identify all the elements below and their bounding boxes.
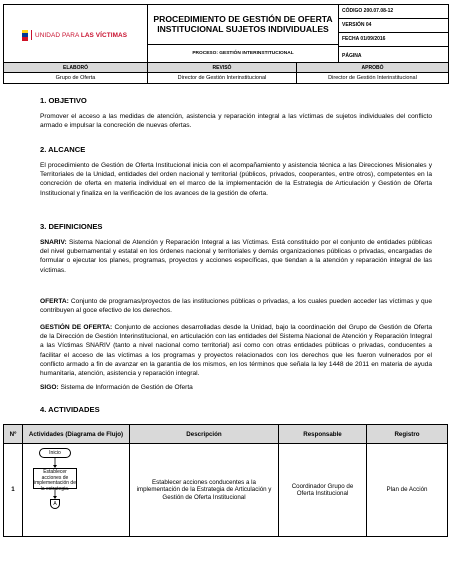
- colombia-flag-icon: [22, 30, 28, 41]
- reviso-value: Director de Gestión Interinstitucional: [147, 72, 297, 84]
- logo-divider: [31, 30, 32, 40]
- elaboro-value: Grupo de Oferta: [3, 72, 148, 84]
- flow-offpage-connector: A: [50, 499, 60, 509]
- row-responsible: Coordinador Grupo de Oferta Institucional: [278, 443, 367, 537]
- reviso-header: REVISÓ: [147, 62, 297, 73]
- title-cell: [147, 4, 339, 45]
- alcance-text: El procedimiento de Gestión de Oferta Institucional inicia con el acompañamiento y asistencia técnica a las Direcciones Misionales y Territoriales de la Unidad, entidades del orden nacional y territorial (públicos, privados, cooperantes, entre otros), competentes en la concreción de oferta en materia individual en el marco de la implementación de la Estrategia de Articulación y Gestión de Oferta Institucional y finaliza en la verificación de los avances de la gestión de oferta.: [40, 162, 432, 197]
- flow-connectors: [23, 444, 131, 538]
- process-cell: [147, 44, 339, 63]
- definition-sigo: SIGO: Sistema de Información de Gestión de Oferta: [40, 384, 193, 391]
- definition-oferta: OFERTA: Conjunto de programas/proyectos de las instituciones públicas o privadas, a los cuales pueden acceder las víctimas y que contribuyen al goce efectivo de los derechos.: [40, 298, 432, 315]
- aprobo-header: APROBÓ: [296, 62, 449, 73]
- logo-text: UNIDAD PARA LAS VÍCTIMAS: [35, 31, 128, 39]
- section-definiciones-heading: 3. DEFINICIONES: [40, 222, 103, 231]
- document-version: VERSIÓN 04: [338, 18, 449, 33]
- objetivo-text: Promover el acceso a las medidas de atención, asistencia y reparación integral a las víctimas de sujetos individuales del conflicto armado e impulsar la concreción de nuevas ofertas.: [40, 113, 432, 130]
- sigo-term: SIGO:: [40, 384, 61, 391]
- col-header-description: Descripción: [129, 424, 279, 444]
- definition-snariv: SNARIV: Sistema Nacional de Atención y Reparación Integral a las Víctimas. Está constituido por el conjunto de entidades públicas del nivel gubernamental y estatal en los órdenes nacional y territoriales y demás organizaciones públicas o privadas, encargadas de formular o ejecutar los planes, programas, proyectos y acciones específicas, que tiendan a la atención y reparación integral de las víctimas.: [40, 239, 432, 274]
- row-record: Plan de Acción: [366, 443, 448, 537]
- document-header: [3, 4, 449, 86]
- section-alcance-heading: 2. ALCANCE: [40, 145, 86, 154]
- process-name: PROCESO: GESTIÓN INTERINSTITUCIONAL: [192, 51, 294, 56]
- row-number: 1: [3, 443, 23, 537]
- row-description: Establecer acciones conducentes a la implementación de la Estrategia de Articulación y Gestión de Oferta Institucional: [129, 443, 279, 537]
- flow-start-node: Inicio: [39, 448, 71, 458]
- logo-cell: [3, 4, 148, 63]
- elaboro-header: ELABORÓ: [3, 62, 148, 73]
- document-page: PÁGINA: [338, 46, 449, 63]
- oferta-term: OFERTA:: [40, 298, 71, 305]
- section-actividades-heading: 4. ACTIVIDADES: [40, 405, 100, 414]
- definition-gestion-oferta: GESTIÓN DE OFERTA: Conjunto de acciones desarrolladas desde la Unidad, bajo la coordinación del Grupo de Gestión de Oferta de la Dirección de Gestión Interinstitucional, en articulación con las entidades del Sistema Nacional de Atención y Reparación Integral a las Víctimas SNARIV (tanto a nivel nacional como territorial) así como con otras entidades públicas o privadas, conducentes a facilitar el acceso de las víctimas a los programas y proyectos relacionados con los derechos que les fueron vulnerados por el conflicto armado a fin de avanzar en la garantía de los mismos, en los términos que señala la ley 1448 de 2011 en materia de ayuda humanitaria, atención, asistencia y reparación integral.: [40, 324, 432, 378]
- gestion-oferta-term: GESTIÓN DE OFERTA:: [40, 324, 115, 331]
- flow-diagram-cell: [22, 443, 130, 537]
- col-header-number: Nº: [3, 424, 23, 444]
- flow-process-node: Establecer acciones de implementación de la estrategia.: [34, 469, 76, 492]
- col-header-record: Registro: [366, 424, 448, 444]
- activities-table: [3, 424, 448, 560]
- section-objetivo-heading: 1. OBJETIVO: [40, 96, 87, 105]
- flow-diagram: [23, 444, 131, 538]
- snariv-term: SNARIV:: [40, 239, 69, 246]
- document-code: CÓDIGO 200.07.08-12: [338, 4, 449, 19]
- col-header-flow: Actividades (Diagrama de Flujo): [22, 424, 130, 444]
- document-title: PROCEDIMIENTO DE GESTIÓN DE OFERTA INSTITUCIONAL SUJETOS INDIVIDUALES: [153, 14, 333, 34]
- unidad-victimas-logo: [22, 29, 127, 41]
- document-date: FECHA 01/09/2016: [338, 32, 449, 47]
- col-header-responsible: Responsable: [278, 424, 367, 444]
- aprobo-value: Director de Gestión Interinstitucional: [296, 72, 449, 84]
